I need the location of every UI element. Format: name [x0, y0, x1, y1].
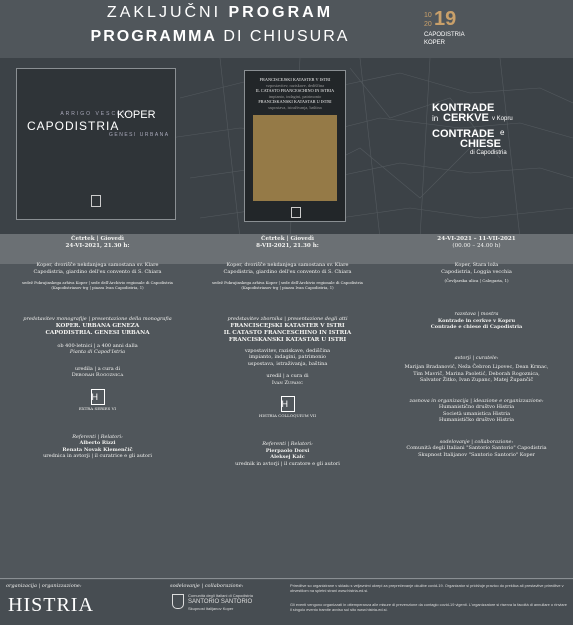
footer-collab-label: sodelovanje | collaborazione: — [170, 583, 244, 589]
event1-ref-label: Referenti | Relatori: — [72, 433, 123, 440]
exhibit-collab-1: Comunità degli Italiani "Santorio Santorio" Capodistria — [406, 445, 547, 451]
series-logo-icon: H — [281, 396, 295, 412]
event1-place-line2: Capodistria, giardino dell'ex convento di S. Chiara — [33, 268, 162, 275]
anniversary-badge: 10 19 20 CAPODISTRIA KOPER — [424, 8, 465, 46]
exhibit-collab-label: sodelovanje | collaborazione: — [439, 438, 514, 445]
event2-desc1: vzpostavitev, raziskave, dediščina — [244, 347, 331, 354]
event2-date: 8-VII-2021, 21.30 h: — [256, 243, 319, 249]
exhibit-place1: Koper, Stara loža — [454, 262, 499, 268]
event2-editor-label: uredil | a cura di — [266, 373, 309, 379]
event2-series: HISTRIA COLLOQUIUM VII — [258, 413, 317, 418]
event2-place-note2: (Kapodistriasov trg | piazza Ivan Capodistria, 1) — [241, 285, 334, 290]
event1-ref2: Renata Novak Klemenčič — [62, 446, 133, 453]
event2-title1: FRANCISCEJSKI KATASTER V ISTRI — [230, 322, 345, 329]
exhibit-org-3: Humanističko društvo Histria — [438, 417, 515, 423]
exhibit-authors-1: Marijan Bradanović, Neža Čebron Lipovec, Dean Krmac, — [404, 364, 549, 370]
event1-place-note1: sedež Pokrajinskega arhiva Koper | sede dell'Archivio regionale di Capodistria — [22, 280, 173, 285]
header-line-2: PROGRAMMA DI CHIUSURA — [90, 28, 350, 45]
exhibit-org-1: Humanistično društvo Histria — [438, 404, 515, 410]
map-banner: ARRIGO VESCOVI CAPODISTRIA KOPER GENESI URBANA FRANCISCEJSKI KATASTER V ISTRI vzpostavitev, raziskave, dediščina IL CATASTO FRANCESCHINO IN ISTRIA impianto, indagini, patrimonio FRANCISKANSKI KATASTAR U ISTRI uspostava, istraživanja, baština KONTRADE in CERKVE v Kopru CONTRADE e CHIESE di Capodistria — [0, 58, 573, 238]
event2-editor: Ivan Zupanc — [271, 379, 304, 386]
event2-desc3: uspostava, istraživanja, baština — [247, 360, 328, 367]
event2-kind: predstavitev zbornika | presentazione degli atti — [227, 316, 348, 322]
event1-ref1: Alberto Rizzi — [79, 440, 116, 446]
exhibit-authors-label: avtorji | curatele: — [454, 354, 499, 361]
event2-title2: IL CATASTO FRANCESCHINO IN ISTRIA — [223, 329, 352, 336]
column-exhibition — [380, 236, 573, 458]
event2-ref2: Aleksej Kalc — [270, 454, 305, 460]
footer-collab-name: Comunità degli Italiani di Capodistria SANTORIO SANTORIO Skupnost Italijanov Koper — [188, 593, 253, 611]
exhibit-authors-2: Tim Mavrič, Marina Paoletić, Deborah Rogoznica, — [413, 370, 540, 377]
exhibit-dates: 24-VI-2021 – 11-VII-2021 — [437, 236, 516, 242]
column-event-2 — [190, 236, 385, 467]
footer-notice-2: Gli eventi vengono organizzati in ottemperanza alle misure di prevenzione da contagio covid-19 vigenti. L'organizzatore si riserva la facoltà di annullare o rinviare il singolo evento tramite avviso sul sito www.histria-ed.si. — [290, 602, 567, 612]
event1-day: Četrtek | Giovedì — [71, 236, 124, 242]
event2-day: Četrtek | Giovedì — [261, 236, 314, 242]
event2-desc2: impianto, indagini, patrimonio — [248, 354, 327, 360]
series-logo-icon: H — [91, 389, 105, 405]
cadastre-map-image — [253, 115, 337, 201]
event2-place-line2: Capodistria, giardino dell'ex convento di S. Chiara — [223, 268, 352, 275]
exhibit-org-2: Società umanistica Histria — [442, 410, 511, 417]
exhibit-org-label: zasnova in organizacija | ideazione e organizzazione: — [409, 397, 544, 404]
header-line-1: ZAKLJUČNI PROGRAM — [106, 4, 334, 21]
event2-place-note1: sedež Pokrajinskega arhiva Koper | sede dell'Archivio regionale di Capodistria — [212, 280, 363, 285]
book-logo-icon — [91, 195, 101, 207]
event1-kind: predstavitev monografije | presentazione della monografia — [23, 316, 172, 322]
event1-editor: Deborah Rogoznica — [71, 372, 124, 378]
event1-place-note2: (Kapodistriasov trg | piazza Ivan Capodistria, 1) — [51, 285, 144, 290]
exhibit-kind: razstava | mostra — [454, 311, 499, 317]
exhibit-place2: Capodistria, Loggia vecchia — [441, 268, 512, 275]
exhibit-hours: (00.00 – 24.00 h) — [452, 243, 501, 249]
footer-notice-1: Prireditve so organizirane v skladu s veljavnimi ukrepi za preprečevanje okužbe covid-19. Organizator si pridržuje pravico do preklica ali prestavitve prireditve v obvestilom na spletni strani www.histria-ed.si. — [290, 583, 564, 593]
exhibit-authors-3: Salvator Žitko, Ivan Zupanc, Matej Župančič — [419, 377, 534, 383]
exhibit-title2: Contrade e chiese di Capodistria — [430, 324, 523, 330]
histria-logo: HISTRIA — [8, 594, 94, 616]
event2-ref-note: urednik in avtorji | il curatore e gli autori — [235, 460, 340, 467]
column-event-1 — [0, 236, 195, 460]
event2-ref-label: Referenti | Relatori: — [262, 441, 313, 447]
book-cover-koper: ARRIGO VESCOVI CAPODISTRIA KOPER GENESI URBANA — [16, 68, 176, 220]
event1-desc1: ob 400-letnici | a 400 anni dalla — [57, 342, 138, 349]
exhibit-title1: Kontrade in cerkve v Kopru — [437, 317, 516, 324]
event1-place-line1: Koper, dvorišče nekdanjega samostana sv. Klare — [36, 262, 159, 268]
footer-divider — [0, 578, 573, 579]
event2-place-line1: Koper, dvorišče nekdanjega samostana sv. Klare — [226, 262, 349, 268]
footer — [0, 580, 573, 625]
book-logo-icon — [291, 207, 301, 218]
event2-ref1: Pierpaolo Dorsi — [265, 447, 310, 454]
crest-icon — [172, 594, 184, 609]
footer-org-label: organizacija | organizzazione: — [6, 583, 82, 589]
event1-title2: CAPODISTRIA. GENESI URBANA — [45, 329, 150, 336]
event2-title3: FRANCISKANSKI KATASTAR U ISTRI — [228, 336, 347, 343]
book-cover-kataster: FRANCISCEJSKI KATASTER V ISTRI vzpostavitev, raziskave, dediščina IL CATASTO FRANCESCHINO IN ISTRIA impianto, indagini, patrimonio FRANCISKANSKI KATASTAR U ISTRI uspostava, istraživanja, baština — [244, 70, 346, 222]
event1-desc2: Pianta di Capod'Istria — [69, 349, 126, 355]
exhibit-place-note: (Čevljarska ulica | Calegaria, 1) — [444, 278, 509, 283]
event1-series: EXTRA SERIES VI — [78, 405, 117, 411]
event1-editor-label: uredila | a cura di — [74, 365, 121, 372]
event1-title1: KOPER. URBANA GENEZA — [55, 322, 140, 329]
event1-ref-note: urednica in avtorji | il curatrice e gli autori — [43, 453, 152, 459]
exhibit-collab-2: Skupnost Italijanov "Santorio Santorio" Koper — [418, 451, 535, 458]
event1-date: 24-VI-2021, 21.30 h: — [65, 243, 130, 249]
